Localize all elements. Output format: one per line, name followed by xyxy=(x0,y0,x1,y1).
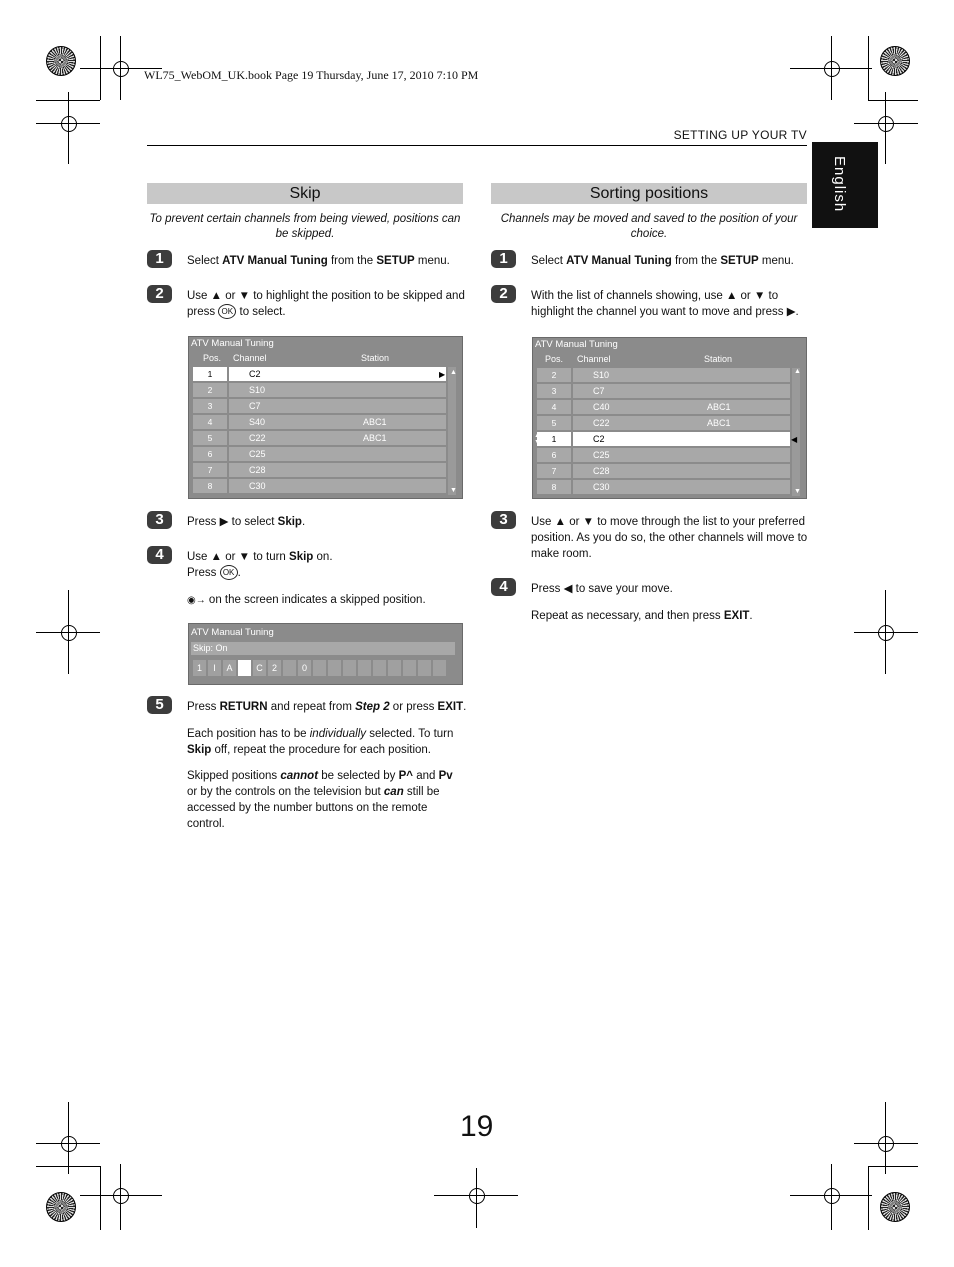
row-pos: 2 xyxy=(193,383,227,397)
skip-status-bar xyxy=(191,642,455,655)
row-channel: C22 xyxy=(593,418,610,428)
row-body xyxy=(573,384,790,398)
table-row[interactable] xyxy=(193,447,446,461)
row-channel: C28 xyxy=(593,466,610,476)
row-pos: 4 xyxy=(193,415,227,429)
crosshair-icon xyxy=(113,61,129,77)
crosshair-icon xyxy=(878,625,894,641)
screen-title: ATV Manual Tuning xyxy=(191,338,274,349)
table-row[interactable] xyxy=(537,480,790,494)
row-pos: 5 xyxy=(193,431,227,445)
row-body xyxy=(229,415,446,429)
crosshair-icon xyxy=(61,116,77,132)
row-body xyxy=(229,431,446,445)
row-body xyxy=(573,464,790,478)
crosshair-icon xyxy=(878,1136,894,1152)
skip-cell[interactable]: A xyxy=(223,660,236,676)
skip-intro: To prevent certain channels from being viewed, positions can be skipped. xyxy=(149,213,461,240)
row-pos: 5 xyxy=(537,416,571,430)
row-station: ABC1 xyxy=(707,402,731,412)
table-row[interactable] xyxy=(193,463,446,477)
skip-cell[interactable]: 0 xyxy=(298,660,311,676)
scroll-up-icon: ▲ xyxy=(450,369,457,376)
row-body xyxy=(229,399,446,413)
row-channel: C30 xyxy=(593,482,610,492)
table-row[interactable] xyxy=(537,416,790,430)
skip-step-4-text: Use ▲ or ▼ to turn Skip on. Press OK . xyxy=(187,551,333,579)
row-body xyxy=(573,480,790,494)
screen-title: ATV Manual Tuning xyxy=(191,627,274,638)
header-rule xyxy=(147,145,807,146)
table-row[interactable] xyxy=(537,400,790,414)
row-channel: C25 xyxy=(593,450,610,460)
skip-cell[interactable] xyxy=(313,660,326,676)
row-pos: 2 xyxy=(537,368,571,382)
table-row[interactable] xyxy=(537,432,790,446)
step-number: 4 xyxy=(147,546,172,564)
table-row[interactable] xyxy=(537,368,790,382)
row-pos: 7 xyxy=(193,463,227,477)
section-label: SETTING UP YOUR TV xyxy=(673,128,807,142)
row-body xyxy=(229,383,446,397)
sorting-step-1-text: Select ATV Manual Tuning from the SETUP menu. xyxy=(531,255,794,267)
col-channel: Channel xyxy=(577,354,611,364)
page-number: 19 xyxy=(460,1110,494,1143)
skip-heading: Skip xyxy=(147,183,463,204)
skip-step-5-text: Press RETURN and repeat from Step 2 or press EXIT. xyxy=(187,701,467,713)
move-updown-icon: ▲ ▼ xyxy=(534,432,541,446)
ok-button-icon: OK xyxy=(218,304,236,319)
skip-step-3-text: Press ▶ to select Skip. xyxy=(187,516,306,528)
row-pos: 1 xyxy=(537,432,571,446)
sorting-heading: Sorting positions xyxy=(491,183,807,204)
row-body xyxy=(573,400,790,414)
skip-status: Skip: On xyxy=(193,643,228,653)
row-pos: 6 xyxy=(193,447,227,461)
row-pos: 3 xyxy=(193,399,227,413)
sorting-intro: Channels may be moved and saved to the position of your choice. xyxy=(500,213,798,240)
table-row[interactable] xyxy=(193,383,446,397)
row-channel: C40 xyxy=(593,402,610,412)
skip-note: ◉→ on the screen indicates a skipped position. xyxy=(187,594,426,606)
step-number: 2 xyxy=(491,285,516,303)
step-number: 3 xyxy=(491,511,516,529)
registration-dial-icon xyxy=(880,1192,910,1222)
row-body xyxy=(573,432,790,446)
skip-cell-selected[interactable] xyxy=(238,660,251,676)
col-station: Station xyxy=(704,354,733,364)
step-number: 1 xyxy=(491,250,516,268)
row-pos: 8 xyxy=(193,479,227,493)
skip-step-1-text: Select ATV Manual Tuning from the SETUP menu. xyxy=(187,255,450,267)
row-channel: S10 xyxy=(249,385,266,395)
step-number: 2 xyxy=(147,285,172,303)
atv-tuning-screen-skip xyxy=(188,336,463,499)
step-number: 4 xyxy=(491,578,516,596)
row-channel: S40 xyxy=(249,417,266,427)
skip-para-2: Skipped positions cannot be selected by P^ and Pv or by the controls on the television but can still be accessed by the number buttons on the remote control. xyxy=(187,770,453,830)
skip-cell[interactable] xyxy=(403,660,416,676)
row-pos: 3 xyxy=(537,384,571,398)
skip-cell[interactable] xyxy=(418,660,431,676)
row-channel: C28 xyxy=(249,465,266,475)
sorting-step-2-text: With the list of channels showing, use ▲ or ▼ to highlight the channel you want to move and press ▶. xyxy=(531,290,799,318)
scroll-down-icon: ▼ xyxy=(450,487,457,494)
skip-para-1: Each position has to be individually selected. To turn Skip off, repeat the procedure for each position. xyxy=(187,728,454,756)
step-number: 5 xyxy=(147,696,172,714)
scrollbar[interactable] xyxy=(448,367,456,495)
skip-step-2-text: Use ▲ or ▼ to highlight the position to be skipped and press OK to select. xyxy=(187,290,465,318)
col-station: Station xyxy=(361,353,390,363)
sorting-step-4-repeat: Repeat as necessary, and then press EXIT. xyxy=(531,610,753,622)
col-channel: Channel xyxy=(233,353,267,363)
sorting-step-4-text: Press ◀ to save your move. xyxy=(531,583,673,595)
row-channel: C25 xyxy=(249,449,266,459)
book-meta: WL75_WebOM_UK.book Page 19 Thursday, June 17, 2010 7:10 PM xyxy=(144,68,479,82)
registration-dial-icon xyxy=(46,1192,76,1222)
table-row[interactable] xyxy=(193,367,446,381)
screen-title: ATV Manual Tuning xyxy=(535,339,618,350)
registration-dial-icon xyxy=(880,46,910,76)
table-row[interactable] xyxy=(537,384,790,398)
skip-cell[interactable]: C xyxy=(253,660,266,676)
table-row[interactable] xyxy=(193,415,446,429)
crosshair-icon xyxy=(61,1136,77,1152)
row-pos: 8 xyxy=(537,480,571,494)
row-channel: C22 xyxy=(249,433,266,443)
registration-dial-icon xyxy=(46,46,76,76)
table-row[interactable] xyxy=(193,399,446,413)
sorting-step-3-text: Use ▲ or ▼ to move through the list to your preferred position. As you do so, the other channels will move to make room. xyxy=(531,516,808,560)
row-body xyxy=(229,367,446,381)
row-station: ABC1 xyxy=(363,433,387,443)
row-channel: C7 xyxy=(593,386,605,396)
row-channel: C2 xyxy=(249,369,261,379)
row-station: ABC1 xyxy=(363,417,387,427)
row-body xyxy=(573,416,790,430)
table-row[interactable] xyxy=(537,464,790,478)
skip-cell[interactable] xyxy=(433,660,446,676)
skip-cell[interactable]: 2 xyxy=(268,660,281,676)
row-station: ABC1 xyxy=(707,418,731,428)
table-row[interactable] xyxy=(193,431,446,445)
skip-cell[interactable]: 1 xyxy=(193,660,206,676)
right-arrow-icon: ▶ xyxy=(439,370,446,379)
row-channel: C2 xyxy=(593,434,605,444)
language-tab xyxy=(812,142,878,228)
table-row[interactable] xyxy=(193,479,446,493)
row-body xyxy=(573,368,790,382)
crosshair-icon xyxy=(878,116,894,132)
row-pos: 7 xyxy=(537,464,571,478)
skip-cell[interactable] xyxy=(373,660,386,676)
step-number: 3 xyxy=(147,511,172,529)
crosshair-icon xyxy=(469,1188,485,1204)
scroll-up-icon: ▲ xyxy=(794,368,801,375)
row-body xyxy=(229,463,446,477)
row-pos: 6 xyxy=(537,448,571,462)
skip-cell[interactable]: I xyxy=(208,660,221,676)
crosshair-icon xyxy=(61,625,77,641)
skip-cell[interactable] xyxy=(343,660,356,676)
skip-cell[interactable] xyxy=(283,660,296,676)
left-arrow-icon: ◀ xyxy=(791,435,798,444)
step-number: 1 xyxy=(147,250,172,268)
crosshair-icon xyxy=(824,61,840,77)
crosshair-icon xyxy=(824,1188,840,1204)
col-pos: Pos. xyxy=(203,353,222,363)
row-pos: 4 xyxy=(537,400,571,414)
language-tab-label: English xyxy=(831,156,848,213)
row-body xyxy=(229,479,446,493)
skip-cell[interactable] xyxy=(328,660,341,676)
col-pos: Pos. xyxy=(545,354,564,364)
atv-tuning-screen-sorting xyxy=(532,337,807,499)
row-channel: C7 xyxy=(249,401,261,411)
scrollbar[interactable] xyxy=(792,368,800,496)
scroll-down-icon: ▼ xyxy=(794,488,801,495)
skip-eye-icon: ◉→ xyxy=(187,595,206,606)
skip-cell[interactable] xyxy=(358,660,371,676)
row-channel: S10 xyxy=(593,370,610,380)
row-body xyxy=(573,448,790,462)
skip-cell[interactable] xyxy=(388,660,401,676)
ok-button-icon: OK xyxy=(220,565,238,580)
crosshair-icon xyxy=(113,1188,129,1204)
row-body xyxy=(229,447,446,461)
row-channel: C30 xyxy=(249,481,266,491)
skip-on-screen xyxy=(188,623,463,685)
row-pos: 1 xyxy=(193,367,227,381)
table-row[interactable] xyxy=(537,448,790,462)
